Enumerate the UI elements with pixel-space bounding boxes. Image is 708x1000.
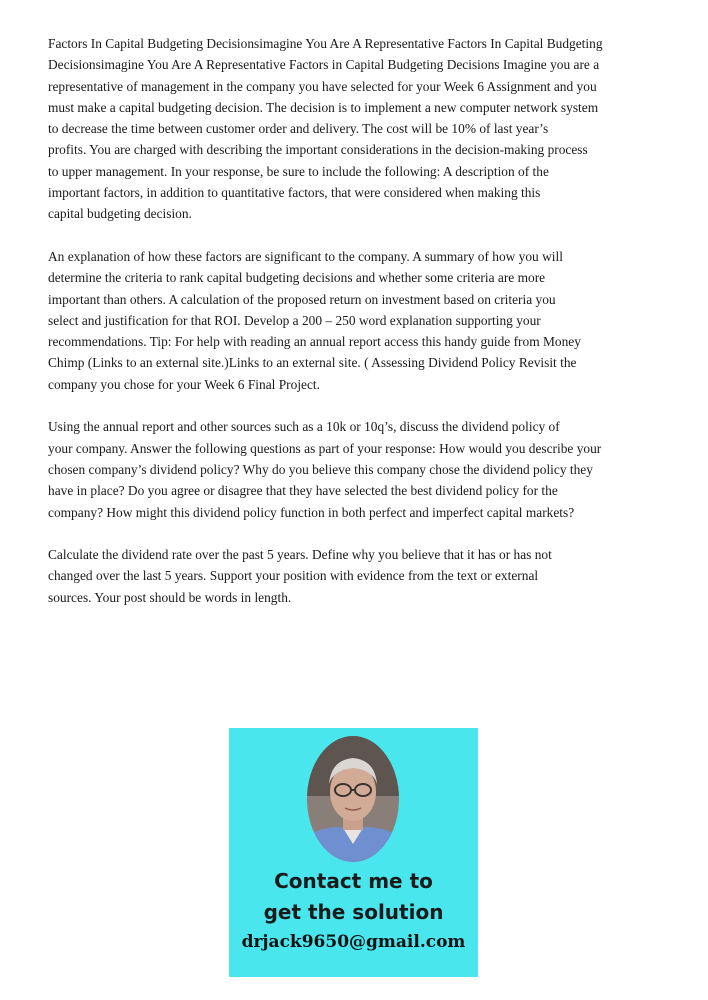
text-line: An explanation of how these factors are significant to the company. A summary of how you will (48, 248, 563, 264)
text-line: determine the criteria to rank capital budgeting decisions and whether some criteria are more (48, 270, 546, 286)
paragraph (48, 416, 658, 522)
text-line: Chimp (Links to an external site.)Links to an external site. ( Assessing Dividend Policy Revisit the (48, 355, 577, 371)
text-line: Decisionsimagine You Are A Representative Factors in Capital Budgeting Decisions Imagine you are a (48, 57, 600, 73)
text-line: Factors In Capital Budgeting Decisionsimagine You Are A Representative Factors In Capital Budgeting (48, 36, 603, 51)
text-line: representative of management in the company you have selected for your Week 6 Assignment and you (48, 78, 597, 94)
text-line: changed over the last 5 years. Support your position with evidence from the text or external (48, 568, 539, 584)
paragraph (48, 33, 658, 225)
promo-heading-line-2: get the solution (263, 900, 444, 924)
text-line: must make a capital budgeting decision. The decision is to implement a new computer network system (48, 99, 599, 115)
promo-email-address[interactable]: drjack9650@gmail.com (241, 932, 466, 952)
contact-promo-banner[interactable] (229, 728, 478, 977)
paragraph (48, 246, 658, 395)
text-line: chosen company’s dividend policy? Why do you believe this company chose the dividend policy they (48, 461, 593, 477)
text-line: to upper management. In your response, be sure to include the following: A description of the (48, 163, 549, 179)
text-line: Calculate the dividend rate over the past 5 years. Define why you believe that it has or has not (48, 547, 552, 563)
text-line: to decrease the time between customer order and delivery. The cost will be 10% of last year’s (48, 121, 549, 137)
paragraph-gap (48, 395, 658, 416)
document-body (48, 33, 658, 608)
paragraph (48, 544, 658, 608)
paragraph-gap (48, 523, 658, 544)
text-line: company? How might this dividend policy function in both perfect and imperfect capital markets? (48, 504, 575, 520)
text-line: capital budgeting decision. (48, 206, 192, 222)
paragraph-gap (48, 225, 658, 246)
text-line: important than others. A calculation of the proposed return on investment based on criteria you (48, 291, 556, 307)
person-portrait-icon (307, 736, 399, 862)
promo-heading-line-1: Contact me to (274, 869, 433, 893)
text-line: sources. Your post should be words in length. (48, 589, 292, 605)
text-line: recommendations. Tip: For help with reading an annual report access this handy guide from Money (48, 334, 581, 350)
text-line: profits. You are charged with describing the important considerations in the decision-making process (48, 142, 588, 158)
text-line: select and justification for that ROI. Develop a 200 – 250 word explanation supporting your (48, 312, 541, 328)
text-line: Using the annual report and other sources such as a 10k or 10q’s, discuss the dividend policy of (48, 419, 560, 435)
text-line: your company. Answer the following questions as part of your response: How would you describe your (48, 440, 602, 456)
text-line: have in place? Do you agree or disagree that they have selected the best dividend policy for the (48, 483, 558, 499)
text-line: important factors, in addition to quantitative factors, that were considered when making this (48, 185, 541, 201)
text-line: company you chose for your Week 6 Final Project. (48, 376, 321, 392)
